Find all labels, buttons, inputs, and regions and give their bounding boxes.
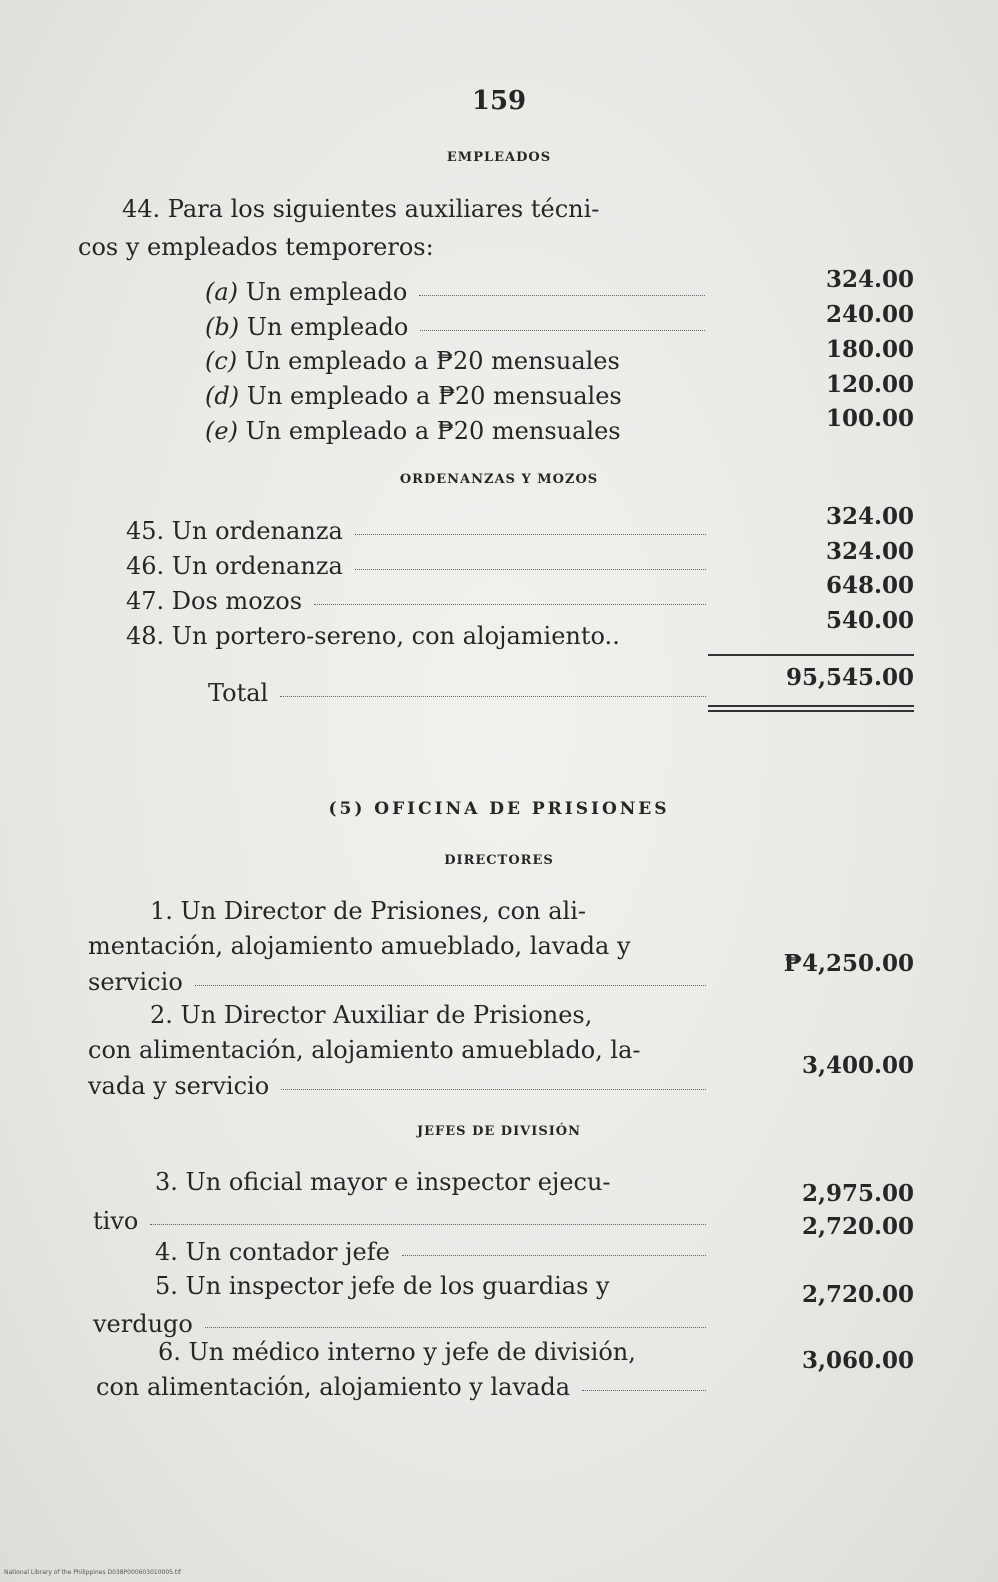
item-2-amount: 3,400.00 (801, 1052, 914, 1079)
subitem-c (205, 347, 705, 375)
scan-footer: National Library of the Philippines D038P000603010005.tif (4, 1569, 182, 1576)
item-2-line-3 (88, 1072, 706, 1100)
item-4-amount: 2,720.00 (801, 1213, 914, 1240)
item-3-line-1: 3. Un oficial mayor e inspector ejecu- (155, 1168, 611, 1196)
item-45-amount: 324.00 (825, 503, 914, 530)
item-text: tivo (93, 1207, 139, 1235)
item-1-amount: ₱4,250.00 (783, 950, 914, 977)
subitem-text: Un empleado (246, 313, 409, 341)
subitem-letter: (a) (205, 278, 239, 306)
item-44-line-1: 44. Para los siguientes auxiliares técni- (122, 195, 600, 223)
item-text: 4. Un contador jefe (155, 1238, 390, 1266)
item-text: con alimentación, alojamiento y lavada (96, 1373, 570, 1401)
item-4 (155, 1238, 706, 1266)
subitem-text: Un empleado a ₱20 mensuales (244, 347, 620, 375)
subitem-b (205, 313, 705, 341)
item-45 (126, 517, 706, 545)
item-1-line-3 (88, 968, 706, 996)
total-line (208, 679, 706, 707)
heading-oficina: (5) OFICINA DE PRISIONES (328, 799, 670, 819)
item-46-amount: 324.00 (825, 538, 914, 565)
item-text: servicio (88, 968, 183, 996)
subtotal-rule (708, 654, 914, 656)
subitem-letter: (c) (205, 347, 238, 375)
item-48 (126, 622, 706, 650)
total-amount: 95,545.00 (785, 664, 914, 691)
subitem-text: Un empleado a ₱20 mensuales (246, 382, 622, 410)
heading-jefes: JEFES DE DIVISIÓN (416, 1124, 582, 1139)
item-1-line-1: 1. Un Director de Prisiones, con ali- (150, 897, 586, 925)
subitem-c-amount: 180.00 (825, 336, 914, 363)
total-double-rule (708, 705, 914, 712)
subitem-e-amount: 100.00 (825, 405, 914, 432)
item-3-line-2 (93, 1207, 706, 1235)
item-5-amount: 2,720.00 (801, 1281, 914, 1308)
item-5-line-2 (93, 1310, 706, 1338)
item-3-amount: 2,975.00 (801, 1180, 914, 1207)
item-text: 47. Dos mozos (126, 587, 303, 615)
item-44-line-2: cos y empleados temporeros: (78, 233, 434, 261)
item-46 (126, 552, 706, 580)
item-48-amount: 540.00 (825, 607, 914, 634)
subitem-text: Un empleado a ₱20 mensuales (245, 417, 621, 445)
subitem-text: Un empleado (245, 278, 408, 306)
item-47-amount: 648.00 (825, 572, 914, 599)
subitem-b-amount: 240.00 (825, 301, 914, 328)
item-text: verdugo (93, 1310, 193, 1338)
item-text: 46. Un ordenanza (126, 552, 343, 580)
subitem-a (205, 278, 705, 306)
item-text: 48. Un portero-sereno, con alojamiento.. (126, 622, 620, 650)
item-text: vada y servicio (88, 1072, 270, 1100)
item-6-amount: 3,060.00 (801, 1347, 914, 1374)
item-6-line-1: 6. Un médico interno y jefe de división, (158, 1338, 636, 1366)
item-1-line-2: mentación, alojamiento amueblado, lavada y (88, 932, 631, 960)
item-2-line-2: con alimentación, alojamiento amueblado, la- (88, 1036, 641, 1064)
item-6-line-2 (96, 1373, 706, 1401)
heading-empleados: EMPLEADOS (446, 150, 552, 165)
total-label: Total (208, 679, 269, 707)
heading-ordenanzas: ORDENANZAS Y MOZOS (399, 472, 599, 487)
subitem-letter: (b) (205, 313, 240, 341)
subitem-d-amount: 120.00 (825, 371, 914, 398)
item-5-line-1: 5. Un inspector jefe de los guardias y (155, 1272, 610, 1300)
subitem-e (205, 417, 705, 445)
subitem-a-amount: 324.00 (825, 266, 914, 293)
subitem-d (205, 382, 705, 410)
page-number: 159 (471, 86, 527, 116)
subitem-letter: (e) (205, 417, 238, 445)
item-47 (126, 587, 706, 615)
item-2-line-1: 2. Un Director Auxiliar de Prisiones, (150, 1001, 593, 1029)
heading-directores: DIRECTORES (444, 853, 554, 868)
item-text: 45. Un ordenanza (126, 517, 343, 545)
subitem-letter: (d) (205, 382, 240, 410)
